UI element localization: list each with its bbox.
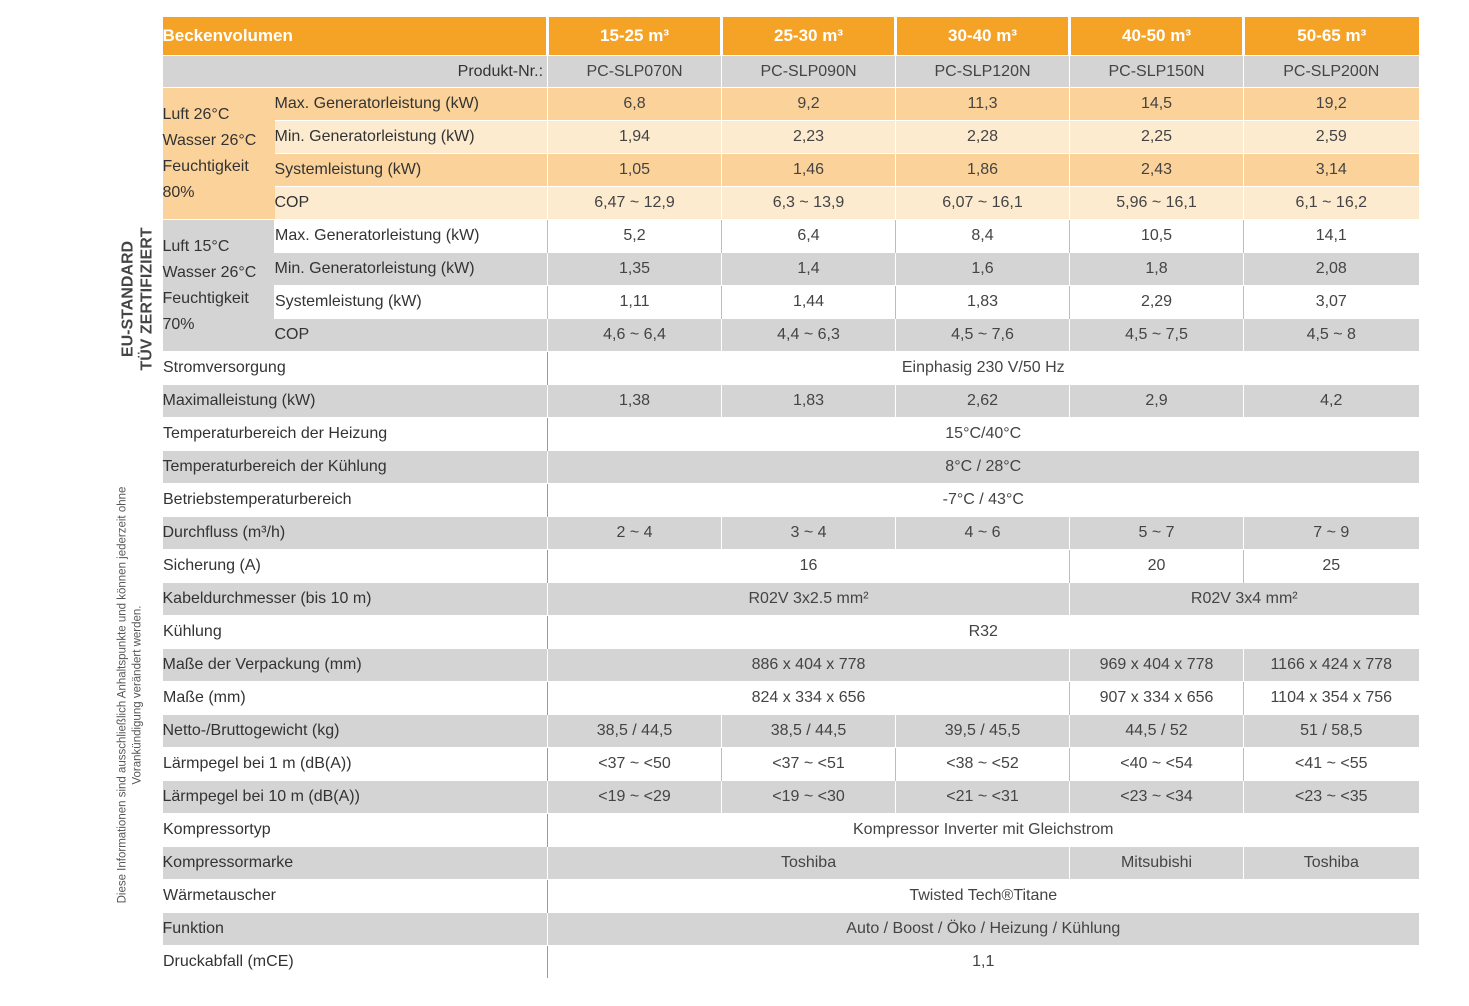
spec-row [163, 682, 1419, 715]
disclaimer-line-2: Vorankündigung verändert werden. [131, 605, 144, 785]
header-row [163, 17, 1419, 56]
value-cell: 25 [1244, 550, 1419, 583]
value-cell: Kompressor Inverter mit Gleichstrom [548, 814, 1419, 847]
value-cell: 1,35 [548, 253, 722, 286]
row-label: COP [275, 187, 548, 220]
spec-row [163, 517, 1419, 550]
value-cell: 2 ~ 4 [548, 517, 722, 550]
performance-row [163, 121, 1419, 154]
value-cell: 4,5 ~ 7,5 [1070, 319, 1244, 352]
value-cell: 3,14 [1244, 154, 1419, 187]
value-cell: Auto / Boost / Öko / Heizung / Kühlung [548, 913, 1419, 946]
value-cell: 5,2 [548, 220, 722, 253]
value-cell: 6,07 ~ 16,1 [896, 187, 1070, 220]
value-cell: 39,5 / 45,5 [896, 715, 1070, 748]
condition-line: 70% [162, 315, 195, 333]
row-label: Systemleistung (kW) [275, 154, 548, 187]
value-cell: 4,4 ~ 6,3 [722, 319, 896, 352]
value-cell: R32 [548, 616, 1419, 649]
product-number: PC-SLP090N [722, 56, 896, 88]
value-cell: 1,11 [548, 286, 722, 319]
value-cell: R02V 3x4 mm² [1070, 583, 1419, 616]
header-col: 40-50 m³ [1070, 17, 1244, 56]
header-col: 15-25 m³ [548, 17, 722, 56]
value-cell: 2,9 [1070, 385, 1244, 418]
row-label: Stromversorgung [163, 352, 548, 385]
value-cell: <23 ~ <34 [1070, 781, 1244, 814]
disclaimer-line-1: Diese Informationen sind ausschließlich Anhaltspunkte und können jederzeit ohne [116, 486, 129, 904]
row-label: Kühlung [163, 616, 548, 649]
row-label: Min. Generatorleistung (kW) [275, 253, 548, 286]
row-label: Maximalleistung (kW) [163, 385, 548, 418]
value-cell: 4,5 ~ 7,6 [896, 319, 1070, 352]
performance-row [163, 220, 1419, 253]
row-label: Lärmpegel bei 10 m (dB(A)) [163, 781, 548, 814]
value-cell: 4 ~ 6 [896, 517, 1070, 550]
row-label: Min. Generatorleistung (kW) [275, 121, 548, 154]
condition-line: Luft 15°C [162, 237, 230, 255]
row-label: Temperaturbereich der Kühlung [163, 451, 548, 484]
performance-row [163, 319, 1419, 352]
header-col: 25-30 m³ [722, 17, 896, 56]
value-cell: 3,07 [1244, 286, 1419, 319]
spec-row [163, 781, 1419, 814]
row-label: Maße der Verpackung (mm) [163, 649, 548, 682]
disclaimer-note [108, 450, 152, 940]
product-number: PC-SLP200N [1244, 56, 1419, 88]
row-label: Sicherung (A) [163, 550, 548, 583]
row-label: Maße (mm) [163, 682, 548, 715]
value-cell: 6,47 ~ 12,9 [548, 187, 722, 220]
value-cell: 1,46 [722, 154, 896, 187]
spec-row [163, 649, 1419, 682]
value-cell: 2,43 [1070, 154, 1244, 187]
header-col: 30-40 m³ [896, 17, 1070, 56]
value-cell: <37 ~ <51 [722, 748, 896, 781]
row-label: Systemleistung (kW) [275, 286, 548, 319]
condition-line: Luft 26°C [162, 105, 230, 123]
value-cell: <40 ~ <54 [1070, 748, 1244, 781]
value-cell: <38 ~ <52 [896, 748, 1070, 781]
spec-row [163, 715, 1419, 748]
value-cell: 1,8 [1070, 253, 1244, 286]
value-cell: 1,38 [548, 385, 722, 418]
product-label: Produkt-Nr.: [163, 56, 548, 88]
value-cell: 1,83 [896, 286, 1070, 319]
condition-line: Wasser 26°C [162, 131, 257, 149]
performance-row [163, 286, 1419, 319]
value-cell: 14,1 [1244, 220, 1419, 253]
value-cell: 19,2 [1244, 88, 1419, 121]
row-label: Netto-/Bruttogewicht (kg) [163, 715, 548, 748]
value-cell: Einphasig 230 V/50 Hz [548, 352, 1419, 385]
value-cell: <19 ~ <30 [722, 781, 896, 814]
performance-row [163, 187, 1419, 220]
value-cell: 1,05 [548, 154, 722, 187]
row-label: Durchfluss (m³/h) [163, 517, 548, 550]
value-cell: 2,29 [1070, 286, 1244, 319]
eu-standard-label [112, 218, 164, 380]
spec-row [163, 385, 1419, 418]
value-cell: <23 ~ <35 [1244, 781, 1419, 814]
row-label: Temperaturbereich der Heizung [163, 418, 548, 451]
spec-row [163, 847, 1419, 880]
value-cell: 1,86 [896, 154, 1070, 187]
value-cell: 1,6 [896, 253, 1070, 286]
value-cell: 8°C / 28°C [548, 451, 1419, 484]
value-cell: 969 x 404 x 778 [1070, 649, 1244, 682]
value-cell: 14,5 [1070, 88, 1244, 121]
value-cell: 10,5 [1070, 220, 1244, 253]
value-cell: 1104 x 354 x 756 [1244, 682, 1419, 715]
condition-cell [163, 220, 275, 352]
spec-row [163, 352, 1419, 385]
header-label: Beckenvolumen [163, 17, 548, 56]
value-cell: <41 ~ <55 [1244, 748, 1419, 781]
value-cell: -7°C / 43°C [548, 484, 1419, 517]
row-label: Kompressormarke [163, 847, 548, 880]
row-label: COP [275, 319, 548, 352]
condition-cell [163, 88, 275, 220]
value-cell: 907 x 334 x 656 [1070, 682, 1244, 715]
value-cell: 11,3 [896, 88, 1070, 121]
value-cell: 2,59 [1244, 121, 1419, 154]
spec-row [163, 418, 1419, 451]
header-col: 50-65 m³ [1244, 17, 1419, 56]
value-cell: 824 x 334 x 656 [548, 682, 1070, 715]
spec-row [163, 484, 1419, 517]
row-label: Max. Generatorleistung (kW) [275, 220, 548, 253]
spec-row [163, 814, 1419, 847]
value-cell: 4,6 ~ 6,4 [548, 319, 722, 352]
condition-line: Feuchtigkeit [162, 289, 249, 307]
value-cell: 15°C/40°C [548, 418, 1419, 451]
value-cell: <21 ~ <31 [896, 781, 1070, 814]
value-cell: 6,1 ~ 16,2 [1244, 187, 1419, 220]
row-label: Kabeldurchmesser (bis 10 m) [163, 583, 548, 616]
tuv-certified-text: TÜV ZERTIFIZIERT [139, 227, 157, 371]
spec-row [163, 583, 1419, 616]
value-cell: 1,83 [722, 385, 896, 418]
value-cell: 6,3 ~ 13,9 [722, 187, 896, 220]
value-cell: 1166 x 424 x 778 [1244, 649, 1419, 682]
spec-table [162, 17, 1419, 978]
row-label: Wärmetauscher [163, 880, 548, 913]
product-number: PC-SLP150N [1070, 56, 1244, 88]
value-cell: 2,25 [1070, 121, 1244, 154]
value-cell: 8,4 [896, 220, 1070, 253]
value-cell: 2,28 [896, 121, 1070, 154]
value-cell: 5 ~ 7 [1070, 517, 1244, 550]
value-cell: 38,5 / 44,5 [722, 715, 896, 748]
value-cell: 38,5 / 44,5 [548, 715, 722, 748]
row-label: Betriebstemperaturbereich [163, 484, 548, 517]
row-label: Druckabfall (mCE) [163, 946, 548, 979]
value-cell: 2,08 [1244, 253, 1419, 286]
performance-row [163, 253, 1419, 286]
performance-row [163, 154, 1419, 187]
value-cell: 4,5 ~ 8 [1244, 319, 1419, 352]
value-cell: 44,5 / 52 [1070, 715, 1244, 748]
value-cell: Toshiba [548, 847, 1070, 880]
spec-row [163, 946, 1419, 979]
value-cell: <19 ~ <29 [548, 781, 722, 814]
value-cell: <37 ~ <50 [548, 748, 722, 781]
value-cell: 9,2 [722, 88, 896, 121]
row-label: Kompressortyp [163, 814, 548, 847]
value-cell: 6,4 [722, 220, 896, 253]
row-label: Funktion [163, 913, 548, 946]
product-number: PC-SLP070N [548, 56, 722, 88]
spec-row [163, 451, 1419, 484]
row-label: Max. Generatorleistung (kW) [275, 88, 548, 121]
value-cell: Mitsubishi [1070, 847, 1244, 880]
value-cell: 2,23 [722, 121, 896, 154]
spec-row [163, 616, 1419, 649]
value-cell: 16 [548, 550, 1070, 583]
value-cell: 1,94 [548, 121, 722, 154]
value-cell: 6,8 [548, 88, 722, 121]
eu-standard-text: EU-STANDARD [120, 240, 138, 358]
condition-line: Feuchtigkeit [162, 157, 249, 175]
value-cell: 4,2 [1244, 385, 1419, 418]
row-label: Lärmpegel bei 1 m (dB(A)) [163, 748, 548, 781]
value-cell: 1,44 [722, 286, 896, 319]
condition-line: Wasser 26°C [162, 263, 257, 281]
value-cell: 5,96 ~ 16,1 [1070, 187, 1244, 220]
spec-row [163, 913, 1419, 946]
spec-row [163, 748, 1419, 781]
spec-row [163, 550, 1419, 583]
value-cell: 2,62 [896, 385, 1070, 418]
value-cell: 7 ~ 9 [1244, 517, 1419, 550]
value-cell: 1,4 [722, 253, 896, 286]
value-cell: 20 [1070, 550, 1244, 583]
value-cell: 886 x 404 x 778 [548, 649, 1070, 682]
value-cell: Toshiba [1244, 847, 1419, 880]
value-cell: 1,1 [548, 946, 1419, 979]
performance-row [163, 88, 1419, 121]
value-cell: Twisted Tech®Titane [548, 880, 1419, 913]
spec-row [163, 880, 1419, 913]
product-row [163, 56, 1419, 88]
condition-line: 80% [162, 183, 195, 201]
value-cell: 3 ~ 4 [722, 517, 896, 550]
product-number: PC-SLP120N [896, 56, 1070, 88]
value-cell: 51 / 58,5 [1244, 715, 1419, 748]
value-cell: R02V 3x2.5 mm² [548, 583, 1070, 616]
